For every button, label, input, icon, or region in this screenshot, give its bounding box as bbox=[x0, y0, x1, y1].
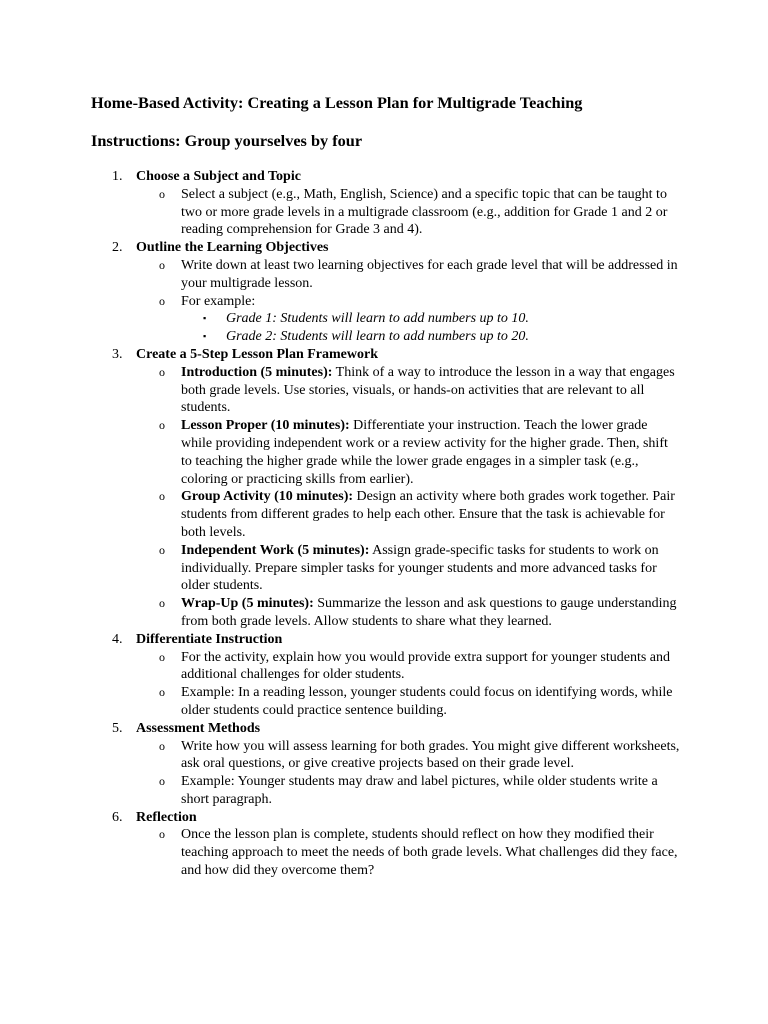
sub-item bbox=[136, 649, 681, 685]
circle-bullet-icon: o bbox=[159, 685, 165, 700]
sub-item-lead: Lesson Proper (10 minutes): bbox=[181, 418, 350, 434]
step-sub-list bbox=[136, 364, 768, 631]
circle-bullet-icon: o bbox=[159, 257, 165, 272]
sub-item-text: Assign grade-specific tasks for students to work on individually. Prepare simpler tasks for younger students and more advanced tasks for older students. bbox=[181, 542, 659, 594]
step-number: 5. bbox=[112, 720, 123, 736]
sub-item-text: Differentiate your instruction. Teach the lower grade while providing independent work or a review activity for the higher grade. Then, shift to teaching the higher grade while the lower grade engages in a simpler task (e.g., coloring or practicing skills from earlier). bbox=[181, 418, 668, 487]
sub-item-text: Design an activity where both grades work together. Pair students from different grades to help each other. Ensure that the task is achievable for both levels. bbox=[181, 489, 675, 540]
circle-bullet-icon: o bbox=[159, 364, 165, 379]
step-item bbox=[0, 168, 768, 239]
step-number: 6. bbox=[112, 809, 123, 825]
step-title: Outline the Learning Objectives bbox=[136, 240, 329, 256]
step-number: 2. bbox=[112, 240, 123, 256]
step-number: 1. bbox=[112, 169, 123, 184]
sub-item bbox=[136, 542, 681, 595]
circle-bullet-icon: o bbox=[159, 489, 165, 504]
step-item bbox=[0, 809, 768, 880]
sub-item-text: Think of a way to introduce the lesson in a way that engages both grade levels. Use stories, visuals, or hands-on activities that are relevant to all students. bbox=[181, 364, 675, 416]
step-title: Reflection bbox=[136, 809, 197, 825]
example-item bbox=[181, 328, 681, 346]
circle-bullet-icon: o bbox=[159, 596, 165, 611]
example-list bbox=[181, 310, 681, 346]
step-sub-list bbox=[136, 257, 768, 346]
square-bullet-icon: ▪ bbox=[203, 313, 207, 324]
step-sub-list bbox=[136, 649, 768, 720]
step-item bbox=[0, 346, 768, 631]
sub-item bbox=[136, 488, 681, 541]
sub-item-text: Select a subject (e.g., Math, English, Science) and a specific topic that can be taught to two or more grade levels in a multigrade classroom (e.g., addition for Grade 1 and 2 or reading comprehension for Grade 3 and 4). bbox=[181, 186, 668, 238]
sub-item bbox=[136, 826, 681, 879]
step-number: 4. bbox=[112, 631, 123, 647]
circle-bullet-icon: o bbox=[159, 293, 165, 308]
circle-bullet-icon: o bbox=[159, 738, 165, 753]
sub-item-text: Example: In a reading lesson, younger students could focus on identifying words, while older students could practice sentence building. bbox=[181, 685, 673, 718]
example-item bbox=[181, 310, 681, 328]
sub-item-lead: Independent Work (5 minutes): bbox=[181, 542, 370, 558]
sub-item bbox=[136, 773, 681, 809]
example-item-text: Grade 2: Students will learn to add numbers up to 20. bbox=[226, 329, 529, 345]
circle-bullet-icon: o bbox=[159, 418, 165, 433]
step-sub-list bbox=[136, 826, 768, 879]
sub-item bbox=[136, 257, 681, 293]
sub-item-text: Summarize the lesson and ask questions to gauge understanding from both grade levels. Allow students to share what they learned. bbox=[181, 596, 677, 629]
step-title: Choose a Subject and Topic bbox=[136, 169, 301, 184]
circle-bullet-icon: o bbox=[159, 186, 165, 201]
sub-item-text: Write down at least two learning objectives for each grade level that will be addressed in your multigrade lesson. bbox=[181, 257, 678, 291]
step-title: Assessment Methods bbox=[136, 720, 261, 736]
steps-list bbox=[0, 168, 768, 880]
step-item bbox=[0, 631, 768, 720]
step-item bbox=[0, 720, 768, 809]
instructions-heading: Instructions: Group yourselves by four bbox=[91, 131, 363, 150]
sub-item-text: For the activity, explain how you would provide extra support for younger students and additional challenges for older students. bbox=[181, 649, 670, 683]
circle-bullet-icon: o bbox=[159, 649, 165, 664]
step-sub-list bbox=[136, 738, 768, 809]
sub-item-text: Example: Younger students may draw and label pictures, while older students write a short paragraph. bbox=[181, 774, 658, 807]
step-title: Differentiate Instruction bbox=[136, 631, 283, 647]
sub-item bbox=[136, 293, 681, 346]
sub-item bbox=[136, 186, 681, 239]
sub-item bbox=[136, 364, 681, 417]
step-title: Create a 5-Step Lesson Plan Framework bbox=[136, 346, 378, 362]
sub-item bbox=[136, 417, 681, 488]
sub-item bbox=[136, 595, 681, 631]
sub-item-lead: Wrap-Up (5 minutes): bbox=[181, 596, 314, 612]
circle-bullet-icon: o bbox=[159, 542, 165, 557]
step-sub-list bbox=[136, 186, 768, 239]
sub-item bbox=[136, 738, 681, 774]
circle-bullet-icon: o bbox=[159, 827, 165, 842]
step-number: 3. bbox=[112, 346, 123, 362]
square-bullet-icon: ▪ bbox=[203, 331, 207, 342]
sub-item-lead: Introduction (5 minutes): bbox=[181, 364, 333, 380]
sub-item-lead: Group Activity (10 minutes): bbox=[181, 489, 354, 505]
step-item bbox=[0, 239, 768, 346]
sub-item-text: Write how you will assess learning for both grades. You might give different worksheets, ask oral questions, or give creative projects based on their grade level. bbox=[181, 738, 680, 772]
sub-item bbox=[136, 684, 681, 720]
sub-item-text: Once the lesson plan is complete, students should reflect on how they modified their teaching approach to meet the needs of both grade levels. What challenges did they face, and how did they overcome them? bbox=[181, 827, 678, 879]
circle-bullet-icon: o bbox=[159, 774, 165, 789]
sub-item-text: For example: bbox=[181, 293, 256, 309]
example-item-text: Grade 1: Students will learn to add numbers up to 10. bbox=[226, 311, 529, 327]
document-title: Home-Based Activity: Creating a Lesson Plan for Multigrade Teaching bbox=[91, 93, 583, 112]
